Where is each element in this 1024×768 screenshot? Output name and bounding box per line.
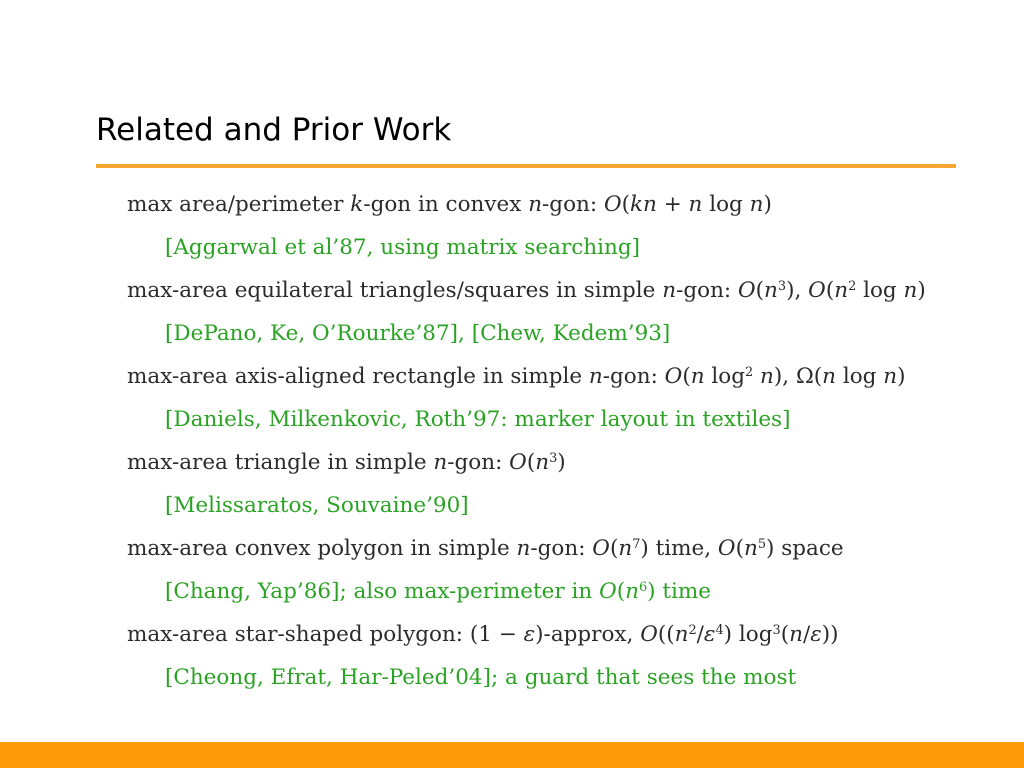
title-underline: [96, 164, 956, 168]
list-item: [127, 616, 977, 702]
result-line: [127, 616, 977, 659]
result-text: max-area star-shaped polygon: (1 − ε)-approx, $O((n^2/\varepsilon^4)$ $\log^3(n/\varepsilon)$): [127, 622, 839, 647]
result-text: max area/perimeter k-gon in convex n-gon: O(kn + n log n): [127, 192, 772, 217]
result-line: [127, 358, 977, 401]
result-text: max-area axis-aligned rectangle in simple n-gon: O(n $\log^2 n$), Ω(n log n): [127, 364, 906, 389]
result-text: max-area convex polygon in simple n-gon: $O(n^7)$ time, $O(n^5)$ space: [127, 536, 844, 561]
list-item: [127, 186, 977, 272]
related-work-list: [127, 186, 977, 702]
result-line: [127, 272, 977, 315]
result-line: [127, 530, 977, 573]
citation: [Daniels, Milkenkovic, Roth’97: marker layout in textiles]: [165, 407, 791, 432]
list-item: [127, 530, 977, 616]
result-text: max-area equilateral triangles/squares in simple n-gon: $O(n^3)$, $O(n^2$ log n): [127, 278, 926, 303]
citation: [Aggarwal et al’87, using matrix searching]: [165, 235, 640, 260]
result-line: [127, 186, 977, 229]
slide-title: Related and Prior Work: [96, 112, 452, 148]
citation: [Melissaratos, Souvaine’90]: [165, 493, 469, 518]
list-item: [127, 358, 977, 444]
list-item: [127, 272, 977, 358]
result-text: max-area triangle in simple n-gon: $O(n^3)$: [127, 450, 566, 475]
result-line: [127, 444, 977, 487]
footer-bar: [0, 742, 1024, 768]
citation: [DePano, Ke, O’Rourke’87], [Chew, Kedem’93]: [165, 321, 671, 346]
citation: [Chang, Yap’86]; also max-perimeter in $O(n^6)$ time: [165, 579, 712, 604]
citation: [Cheong, Efrat, Har-Peled’04]; a guard that sees the most: [165, 665, 797, 690]
list-item: [127, 444, 977, 530]
